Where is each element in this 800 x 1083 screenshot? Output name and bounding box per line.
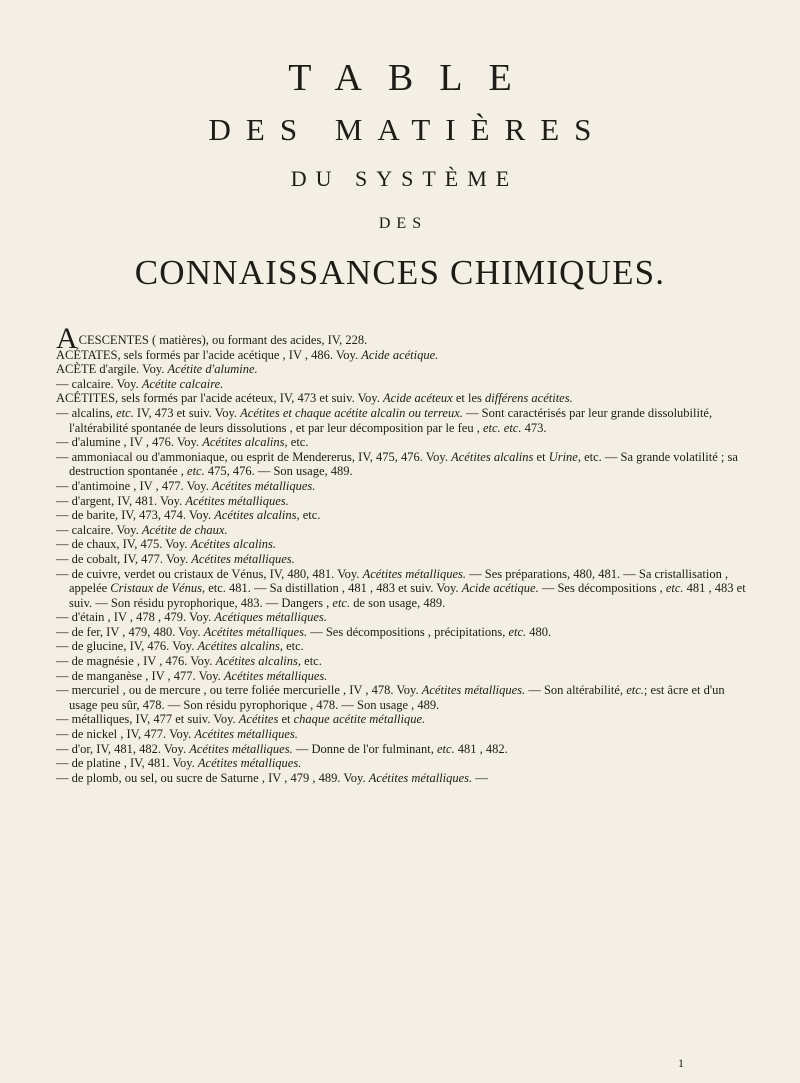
entry-text: — d'alumine , IV , 476. Voy. xyxy=(56,435,203,450)
entry-text: 473. xyxy=(521,420,547,435)
index-entry xyxy=(56,435,746,450)
entry-text: et xyxy=(533,449,549,464)
entry-text: , etc. xyxy=(297,654,322,669)
entry-reference: etc. xyxy=(436,741,455,756)
index-entry xyxy=(56,494,746,509)
entry-text: — Son altérabilité, xyxy=(525,683,627,698)
entry-reference: Acétites métalliques. xyxy=(421,683,526,698)
entry-text: , etc. xyxy=(284,435,309,450)
entry-text: , etc. — Sa grande volatilité ; sa destruction spontanée , xyxy=(69,449,738,479)
entry-text: 475, 476. — Son usage, 489. xyxy=(204,464,353,479)
index-entry xyxy=(56,669,746,684)
entry-text: 481 , 482. xyxy=(454,741,508,756)
entry-reference: Acétites alcalins xyxy=(215,654,298,669)
entry-text: ( matières), ou formant des acides, IV, 228. xyxy=(148,333,368,347)
index-entry xyxy=(56,479,746,494)
entry-reference: Acétites métalliques. xyxy=(223,668,328,683)
entry-reference: Acide acétique. xyxy=(361,347,439,362)
index-entry xyxy=(56,450,746,479)
entry-reference: Acétites alcalins xyxy=(214,508,297,523)
title-des: DES xyxy=(378,215,428,232)
entry-text: — de cobalt, IV, 477. Voy. xyxy=(56,551,192,566)
entry-text: — Donne de l'or fulminant, xyxy=(292,741,437,756)
index-entry xyxy=(56,362,746,377)
signature-mark: 1 xyxy=(678,1056,684,1070)
entry-text: IV, 473 et suiv. Voy. xyxy=(133,405,241,420)
entry-reference: Urine xyxy=(548,449,578,464)
index-entry xyxy=(56,552,746,567)
index-entry xyxy=(56,508,746,523)
index-entry xyxy=(56,391,746,406)
entry-text: — de chaux, IV, 475. Voy. xyxy=(56,537,191,552)
index-entry xyxy=(56,639,746,654)
entry-text: — de barite, IV, 473, 474. Voy. xyxy=(56,508,215,523)
entry-reference: Acétite d'alumine. xyxy=(167,362,258,377)
entry-text: , etc. xyxy=(296,508,321,523)
title-des-matieres: DES MATIÈRES xyxy=(208,112,607,147)
entry-text: 481 , 483 et suiv. — Son résidu pyrophorique, 483. — Dangers , xyxy=(69,581,746,610)
entry-reference: etc. xyxy=(626,683,644,698)
entry-text: , etc. 481. — Sa distillation , 481 , 483 et suiv. Voy. xyxy=(201,581,462,596)
entry-reference: etc. xyxy=(332,595,351,610)
entry-reference: Acide acétique. xyxy=(461,581,539,596)
entry-text: CESCENTES xyxy=(78,333,149,347)
entry-text: — de manganèse , IV , 477. Voy. xyxy=(56,668,224,683)
entry-text: — d'argent, IV, 481. Voy. xyxy=(56,493,186,508)
entry-reference: Acétite calcaire. xyxy=(141,376,224,391)
title-table: TABLE xyxy=(288,57,538,99)
index-entries xyxy=(56,322,746,785)
entry-text: — ammoniacal ou d'ammoniaque, ou esprit de Mendererus, IV, 475, 476. Voy. xyxy=(56,449,452,464)
entry-text: — xyxy=(472,770,488,785)
entry-reference: etc. xyxy=(665,581,684,596)
drop-cap: A xyxy=(56,322,78,355)
index-entry xyxy=(56,756,746,771)
entry-text: — de nickel , IV, 477. Voy. xyxy=(56,727,195,742)
entry-reference: chaque acétite métallique. xyxy=(293,712,426,727)
entry-text: — Sont caractérisés par leur grande dissolubilité, l'altérabilité spontanée de leurs dissolutions , et par leur décomposition par le feu , xyxy=(69,405,713,435)
index-entry xyxy=(56,654,746,669)
entry-text: — métalliques, IV, 477 et suiv. Voy. xyxy=(56,712,239,727)
index-entry xyxy=(56,523,746,538)
entry-text: — Ses décompositions , xyxy=(538,581,666,596)
entry-text: — de glucine, IV, 476. Voy. xyxy=(56,639,198,654)
entry-text: ; est âcre et d'un usage peu sûr, 478. — Son résidu pyrophorique , 478. — Son usage , 489. xyxy=(69,683,725,712)
entry-text: et les xyxy=(452,391,486,406)
entry-reference: etc. xyxy=(116,405,134,420)
title-connaissances-chimiques: CONNAISSANCES CHIMIQUES. xyxy=(134,253,666,292)
entry-text: ACÉTITES xyxy=(56,391,116,406)
entry-reference: etc. xyxy=(187,464,205,479)
entry-text: , etc. xyxy=(279,639,304,654)
entry-reference: Acétites alcalins xyxy=(197,639,280,654)
entry-text: — d'antimoine , IV , 477. Voy. xyxy=(56,478,212,493)
entry-text: d'argile. Voy. xyxy=(96,362,168,377)
index-entry xyxy=(56,567,746,611)
entry-text: — de plomb, ou sel, ou sucre de Saturne , IV , 479 , 489. Voy. xyxy=(56,770,369,785)
entry-text: et xyxy=(278,712,294,727)
index-entry xyxy=(56,406,746,435)
entry-reference: Acétites xyxy=(238,712,279,727)
entry-reference: Acétites métalliques. xyxy=(189,741,293,756)
entry-reference: Acétites métalliques. xyxy=(203,624,308,639)
entry-reference: Acétites et chaque acétite alcalin ou terreux. xyxy=(240,405,463,420)
entry-text: — mercuriel , ou de mercure , ou terre foliée mercurielle , IV , 478. Voy. xyxy=(56,683,422,698)
entry-reference: Acétites métalliques. xyxy=(197,756,302,771)
entry-reference: Acétites métalliques. xyxy=(368,770,473,785)
entry-text: , sels formés par l'acide acétique , IV , 486. Voy. xyxy=(117,347,362,362)
index-entry xyxy=(56,712,746,727)
entry-reference: Cristaux de Vénus xyxy=(110,581,202,596)
entry-reference: Acétites métalliques. xyxy=(211,478,316,493)
index-entry xyxy=(56,377,746,392)
entry-text: — calcaire. Voy. xyxy=(56,376,142,391)
index-entry xyxy=(56,625,746,640)
entry-text: 480. xyxy=(526,624,552,639)
entry-reference: Acétites alcalins. xyxy=(190,537,277,552)
entry-reference: etc. etc. xyxy=(482,420,522,435)
entry-text: — calcaire. Voy. xyxy=(56,522,142,537)
entry-reference: Acétites alcalins xyxy=(202,435,285,450)
entry-text: — d'étain , IV , 478 , 479. Voy. xyxy=(56,610,215,625)
entry-text: de son usage, 489. xyxy=(350,595,446,610)
index-entry xyxy=(56,348,746,363)
entry-text: — de magnésie , IV , 476. Voy. xyxy=(56,654,216,669)
entry-text: — Ses décompositions , précipitations, xyxy=(307,624,509,639)
entry-text: — de platine , IV, 481. Voy. xyxy=(56,756,198,771)
entry-reference: Acétites alcalins xyxy=(451,449,534,464)
index-entry xyxy=(56,683,746,712)
entry-text: — alcalins, xyxy=(56,405,117,420)
index-entry xyxy=(56,742,746,757)
entry-text: ACÈTE xyxy=(56,362,97,377)
index-entry xyxy=(56,771,746,786)
entry-reference: etc. xyxy=(508,624,527,639)
index-entry xyxy=(56,610,746,625)
entry-reference: Acétites métalliques. xyxy=(191,551,295,566)
entry-text: ACÉTATES xyxy=(56,347,118,362)
entry-text: — de fer, IV , 479, 480. Voy. xyxy=(56,624,204,639)
entry-reference: Acétites métalliques. xyxy=(185,493,289,508)
entry-reference: Acétites métalliques. xyxy=(194,727,298,742)
title-du-systeme: DU SYSTÈME xyxy=(290,166,519,191)
entry-reference: Acide acéteux xyxy=(382,391,453,406)
entry-text: — d'or, IV, 481, 482. Voy. xyxy=(56,741,190,756)
entry-reference: Acétite de chaux. xyxy=(141,522,228,537)
entry-reference: Acétiques métalliques. xyxy=(214,610,327,625)
entry-reference: Acétites métalliques. xyxy=(362,566,467,581)
index-entry xyxy=(56,537,746,552)
entry-text: — Ses préparations, 480, 481. — Sa cristallisation , appelée xyxy=(69,566,729,596)
index-entry xyxy=(56,727,746,742)
entry-text: , sels formés par l'acide acéteux, IV, 473 et suiv. Voy. xyxy=(115,391,383,406)
entry-text: — de cuivre, verdet ou cristaux de Vénus, IV, 480, 481. Voy. xyxy=(56,566,363,581)
entry-reference: différens acétites. xyxy=(485,391,573,406)
